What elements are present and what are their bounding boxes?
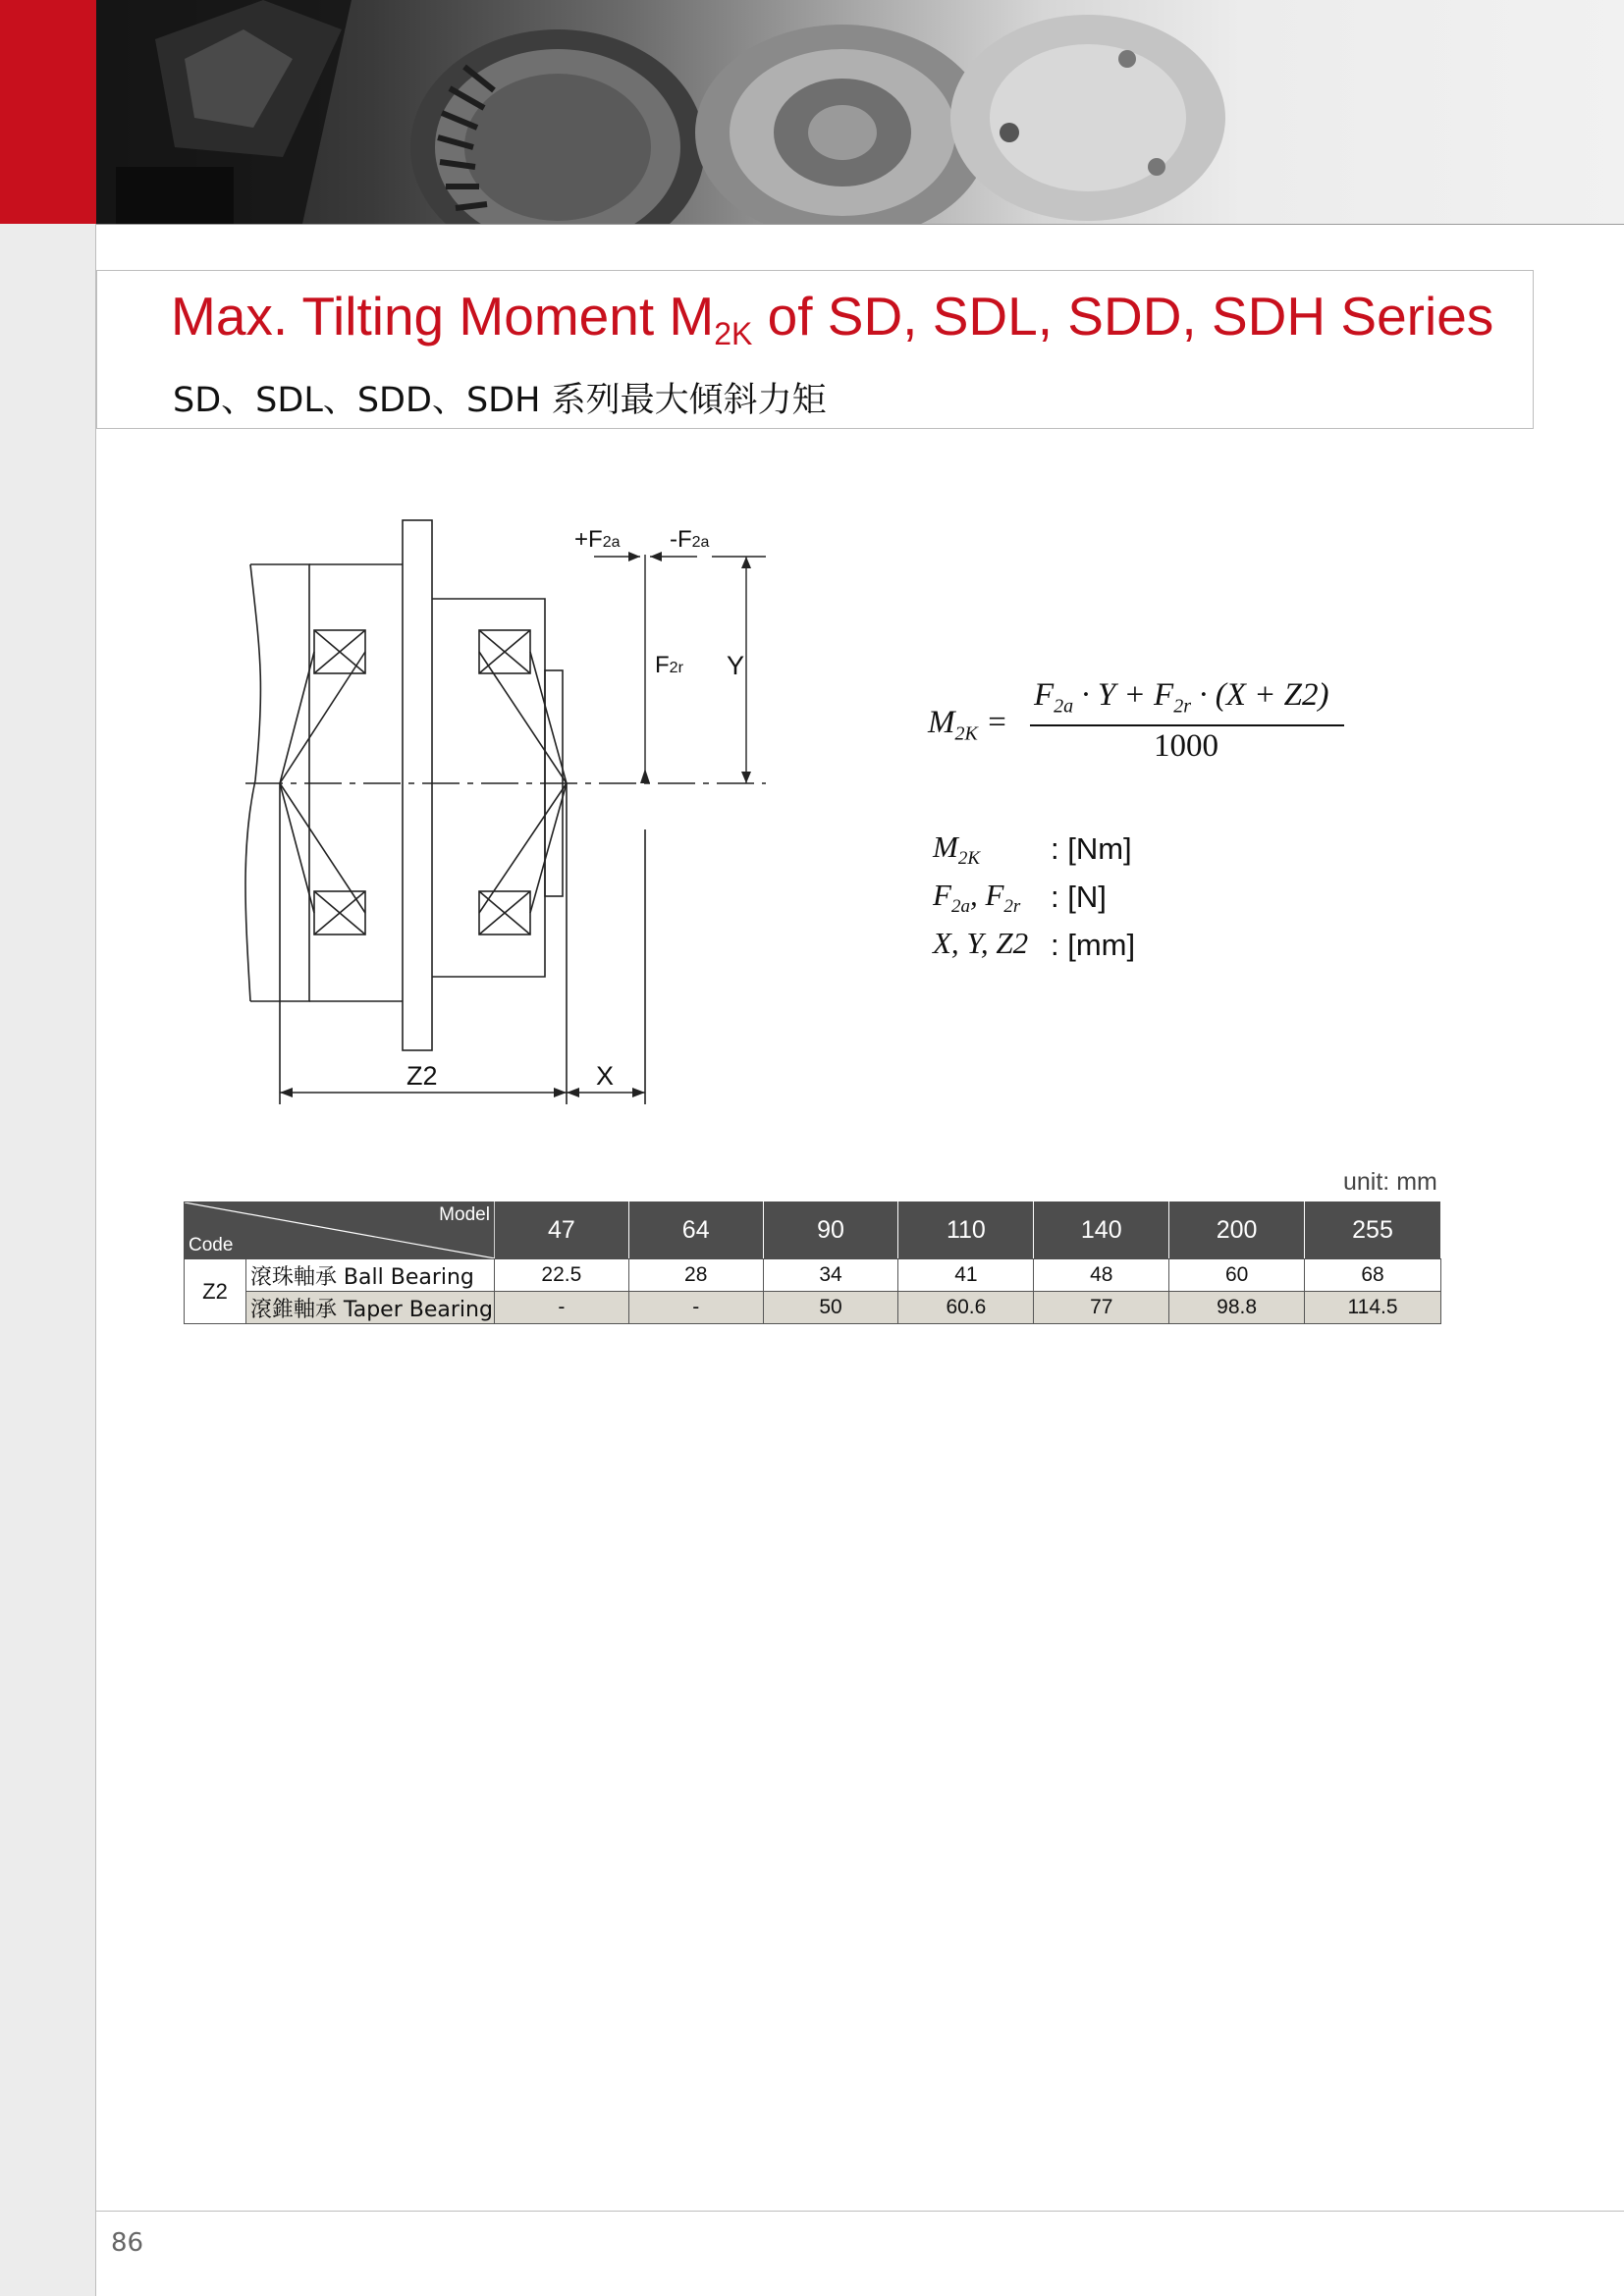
unit-symbol: X, Y, Z2	[933, 926, 1029, 960]
table-cell: 77	[1034, 1292, 1169, 1324]
header-banner-image	[96, 0, 1624, 225]
table-cell: -	[628, 1292, 763, 1324]
table-cell: 41	[898, 1259, 1034, 1292]
minus-f2a-arrow	[650, 552, 662, 561]
tilting-moment-formula	[928, 677, 1360, 795]
table-cell: 68	[1305, 1259, 1441, 1292]
unit-symbol: $F_{2a}$, $F_{2r}$	[933, 878, 1021, 918]
y-arrow-bottom	[741, 772, 751, 783]
model-header: 200	[1169, 1202, 1305, 1259]
unit-value: : [N]	[1051, 880, 1107, 914]
bearing-label: 滾珠軸承 Ball Bearing	[245, 1259, 494, 1292]
header-model-label: Model	[439, 1204, 490, 1225]
formula-numerator: $F_{2a} \cdot Y + F_{2r} \cdot (X + Z2)$	[1034, 677, 1329, 718]
page-number: 86	[111, 2228, 144, 2258]
formula-denominator: 1000	[1154, 728, 1218, 764]
left-sidebar	[0, 0, 96, 2296]
table-cell: 28	[628, 1259, 763, 1292]
title-rest: of SD, SDL, SDD, SDH Series	[752, 286, 1494, 347]
table-cell: -	[494, 1292, 628, 1324]
table-header-row	[185, 1202, 1441, 1259]
y-arrow-top	[741, 557, 751, 568]
unit-value: : [Nm]	[1051, 831, 1132, 866]
table-cell: 98.8	[1169, 1292, 1305, 1324]
table-row	[185, 1292, 1441, 1324]
label-y: Y	[727, 651, 745, 680]
page-subtitle: SD、SDL、SDD、SDH 系列最大傾斜力矩	[173, 381, 827, 420]
gear-illustration	[96, 0, 1624, 224]
label-plus-f2a: +F2a	[574, 526, 621, 553]
table-cell: 60	[1169, 1259, 1305, 1292]
model-header: 90	[763, 1202, 898, 1259]
bearing-label: 滾錐軸承 Taper Bearing	[245, 1292, 494, 1324]
model-header: 140	[1034, 1202, 1169, 1259]
formula-lhs: $M_{2K}$ =	[928, 705, 1008, 745]
table-cell: 48	[1034, 1259, 1169, 1292]
table-cell: 34	[763, 1259, 898, 1292]
footer-divider	[96, 2211, 1624, 2212]
table-row	[185, 1259, 1441, 1292]
title-main: Max. Tilting Moment M	[171, 286, 715, 347]
label-z2: Z2	[406, 1061, 438, 1091]
table-cell: 50	[763, 1292, 898, 1324]
header-code-label: Code	[189, 1235, 234, 1255]
fraction-bar	[1030, 724, 1344, 726]
code-cell: Z2	[185, 1259, 246, 1324]
table-unit-note: unit: mm	[1343, 1168, 1437, 1196]
label-minus-f2a: -F2a	[670, 526, 710, 553]
header-diagonal-cell	[185, 1202, 495, 1259]
red-corner-block	[0, 0, 96, 224]
page-title	[171, 285, 1493, 352]
unit-symbol: $M_{2K}$	[933, 829, 981, 870]
f2r-arrow	[640, 769, 650, 783]
table-cell: 114.5	[1305, 1292, 1441, 1324]
table-cell: 60.6	[898, 1292, 1034, 1324]
output-housing	[432, 599, 545, 977]
z2-spec-table	[184, 1201, 1441, 1324]
model-header: 110	[898, 1202, 1034, 1259]
label-x: X	[596, 1061, 615, 1091]
tilting-moment-diagram	[216, 506, 785, 1114]
unit-value: : [mm]	[1051, 928, 1136, 962]
table-cell: 22.5	[494, 1259, 628, 1292]
label-f2r: F2r	[655, 652, 683, 678]
model-header: 64	[628, 1202, 763, 1259]
plus-f2a-arrow	[628, 552, 640, 561]
title-subscript: 2K	[714, 316, 753, 351]
model-header: 255	[1305, 1202, 1441, 1259]
flange	[403, 520, 432, 1050]
model-header: 47	[494, 1202, 628, 1259]
